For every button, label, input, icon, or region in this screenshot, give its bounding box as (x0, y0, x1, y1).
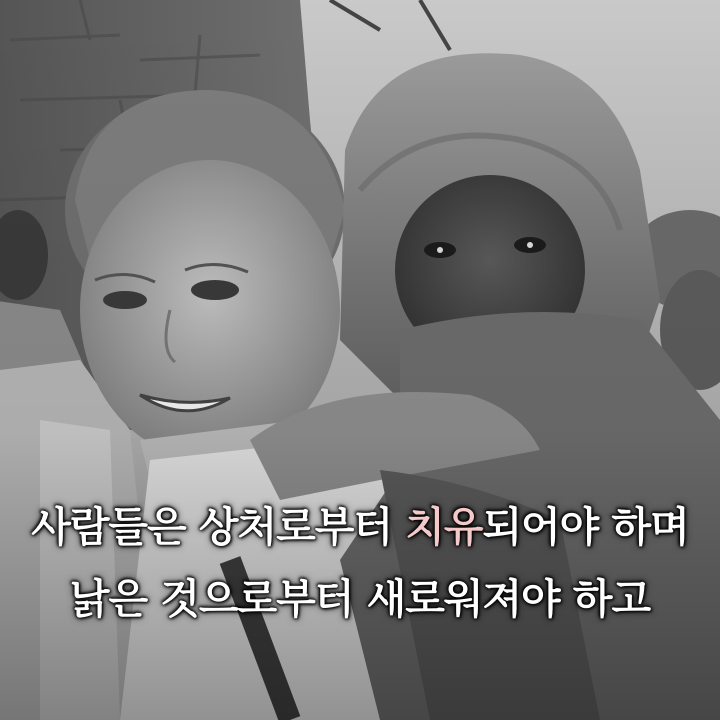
caption-line-1-before: 사람들은 상처로부터 (31, 503, 406, 551)
caption-highlight-word: 치유 (405, 503, 483, 551)
caption-line-1 (0, 494, 720, 553)
caption-line-1-after: 되어야 하며 (482, 503, 689, 551)
caption-line-2: 낡은 것으로부터 새로워져야 하고 (69, 575, 651, 623)
